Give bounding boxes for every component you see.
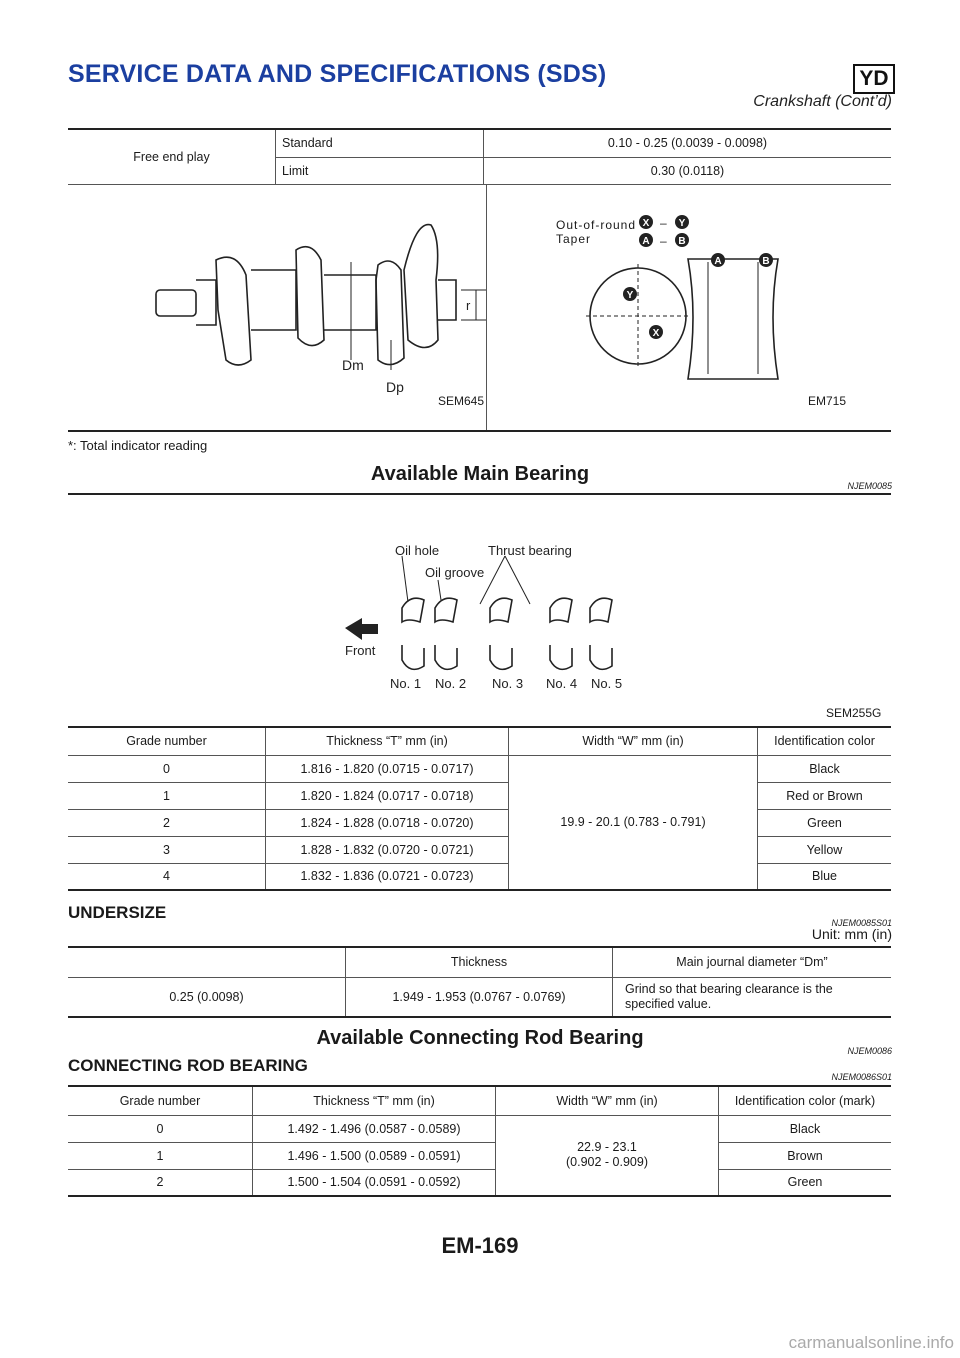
figure-row: [68, 184, 891, 432]
main-header-width: Width “W” mm (in): [509, 727, 758, 755]
undersize-header-blank: [68, 947, 346, 977]
taper-label: Taper: [556, 232, 592, 246]
page-number: EM-169: [441, 1233, 519, 1258]
undersize-header-thickness: Thickness: [346, 947, 613, 977]
standard-label: Standard: [276, 129, 484, 157]
main-header-thickness: Thickness “T” mm (in): [266, 727, 509, 755]
table-row: [68, 1142, 891, 1169]
main-grade: 3: [68, 836, 266, 863]
table-row: [68, 863, 891, 890]
main-color: Green: [758, 809, 892, 836]
conrod-subtitle: CONNECTING ROD BEARING: [68, 1056, 308, 1075]
conrod-code: NJEM0086: [847, 1046, 892, 1056]
out-of-round-figure: [578, 254, 878, 384]
front-label: Front: [345, 643, 376, 658]
out-of-round-figure-code: EM715: [808, 394, 847, 408]
conrod-thickness: 1.492 - 1.496 (0.0587 - 0.0589): [253, 1115, 496, 1142]
table-row: [68, 809, 891, 836]
table-row: [68, 977, 891, 1017]
undersize-size: 0.25 (0.0098): [68, 977, 346, 1017]
marker-b: B: [762, 256, 770, 267]
marker-a: A: [714, 256, 722, 267]
bearing-position-1: No. 1: [390, 676, 422, 691]
limit-label: Limit: [276, 157, 484, 184]
main-color: Blue: [758, 863, 892, 890]
main-width: 19.9 - 20.1 (0.783 - 0.791): [509, 755, 758, 890]
out-of-round-label: Out-of-round: [556, 218, 637, 232]
main-color: Yellow: [758, 836, 892, 863]
main-grade: 0: [68, 755, 266, 782]
formula-figure: [638, 212, 698, 252]
crankshaft-figure-code: SEM645: [438, 394, 485, 408]
oil-groove-label: Oil groove: [425, 565, 485, 580]
end-play-table: [68, 128, 891, 185]
conrod-table: [68, 1085, 891, 1197]
end-play-label: Free end play: [68, 129, 276, 184]
main-bearing-figure-code: SEM255G: [826, 706, 882, 720]
bearing-position-4: No. 4: [546, 676, 578, 691]
undersize-header-diameter: Main journal diameter “Dm”: [613, 947, 892, 977]
crankshaft-figure: [146, 220, 486, 395]
main-bearing-figure: [340, 540, 640, 690]
main-color: Red or Brown: [758, 782, 892, 809]
table-row: [68, 1169, 891, 1196]
main-bearing-rule: [68, 493, 891, 495]
conrod-grade: 2: [68, 1169, 253, 1196]
main-thickness: 1.828 - 1.832 (0.0720 - 0.0721): [266, 836, 509, 863]
page-header-title: SERVICE DATA AND SPECIFICATIONS (SDS): [68, 60, 607, 88]
conrod-header-width: Width “W” mm (in): [496, 1086, 719, 1115]
conrod-width: [496, 1115, 719, 1196]
limit-value: 0.30 (0.0118): [484, 157, 892, 184]
conrod-color: Green: [719, 1169, 892, 1196]
crank-r-label: r: [466, 298, 471, 313]
engine-badge: YD: [853, 64, 895, 94]
bearing-position-2: No. 2: [435, 676, 467, 691]
marker-y: Y: [626, 290, 634, 301]
conrod-grade: 1: [68, 1142, 253, 1169]
marker-x: X: [652, 328, 660, 339]
undersize-note: Grind so that bearing clearance is the specified value.: [613, 977, 892, 1017]
undersize-unit: Unit: mm (in): [811, 926, 892, 942]
conrod-header-thickness: Thickness “T” mm (in): [253, 1086, 496, 1115]
table-row: [68, 1115, 891, 1142]
formula2-minus: –: [660, 234, 667, 248]
main-grade: 1: [68, 782, 266, 809]
formula2-b: B: [678, 236, 686, 247]
conrod-header-grade: Grade number: [68, 1086, 253, 1115]
bearing-position-5: No. 5: [591, 676, 623, 691]
main-grade: 4: [68, 863, 266, 890]
conrod-subcode: NJEM0086S01: [831, 1072, 892, 1082]
conrod-grade: 0: [68, 1115, 253, 1142]
conrod-thickness: 1.500 - 1.504 (0.0591 - 0.0592): [253, 1169, 496, 1196]
standard-value: 0.10 - 0.25 (0.0039 - 0.0098): [484, 129, 892, 157]
figure-divider: [486, 184, 487, 430]
undersize-title: UNDERSIZE: [68, 903, 167, 922]
crank-dm-label: Dm: [342, 357, 364, 373]
formula1-b: Y: [678, 218, 686, 229]
page-subtitle: Crankshaft (Cont’d): [753, 93, 892, 110]
formula1-minus: –: [660, 216, 667, 230]
formula1-a: X: [642, 218, 650, 229]
conrod-header-color: Identification color (mark): [719, 1086, 892, 1115]
thrust-bearing-label: Thrust bearing: [488, 543, 572, 558]
conrod-width-line1: 22.9 - 23.1: [577, 1140, 637, 1155]
undersize-code: NJEM0085S01: [831, 918, 892, 928]
main-header-grade: Grade number: [68, 727, 266, 755]
main-color: Black: [758, 755, 892, 782]
conrod-thickness: 1.496 - 1.500 (0.0589 - 0.0591): [253, 1142, 496, 1169]
table-row: [68, 755, 891, 782]
watermark: carmanualsonline.info: [788, 1333, 954, 1352]
conrod-title: Available Connecting Rod Bearing: [316, 1027, 644, 1049]
table-row: [68, 836, 891, 863]
oil-hole-label: Oil hole: [395, 543, 440, 558]
main-grade: 2: [68, 809, 266, 836]
formula2-a: A: [642, 236, 650, 247]
conrod-color: Brown: [719, 1142, 892, 1169]
main-bearing-title: Available Main Bearing: [370, 463, 590, 485]
main-thickness: 1.820 - 1.824 (0.0717 - 0.0718): [266, 782, 509, 809]
main-bearing-code: NJEM0085: [847, 481, 892, 491]
bearing-position-3: No. 3: [492, 676, 524, 691]
main-thickness: 1.832 - 1.836 (0.0721 - 0.0723): [266, 863, 509, 890]
main-header-color: Identification color: [758, 727, 892, 755]
conrod-color: Black: [719, 1115, 892, 1142]
main-thickness: 1.824 - 1.828 (0.0718 - 0.0720): [266, 809, 509, 836]
crank-dp-label: Dp: [386, 379, 404, 395]
undersize-table: [68, 946, 891, 1018]
undersize-thickness: 1.949 - 1.953 (0.0767 - 0.0769): [346, 977, 613, 1017]
table-row: [68, 782, 891, 809]
main-thickness: 1.816 - 1.820 (0.0715 - 0.0717): [266, 755, 509, 782]
conrod-width-line2: (0.902 - 0.909): [566, 1155, 648, 1170]
main-bearing-table: [68, 726, 891, 891]
indicator-note: *: Total indicator reading: [68, 438, 208, 453]
